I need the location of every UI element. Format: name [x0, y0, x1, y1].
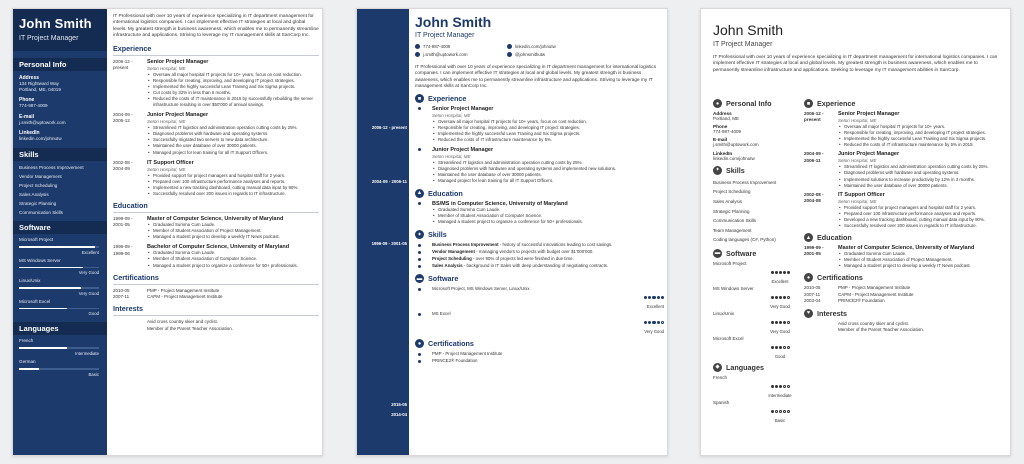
language-item: Spanish Basic [713, 400, 795, 423]
rating-dot [775, 271, 778, 274]
bullet: • Graduated Summa Cum Laude. [432, 207, 664, 213]
rating-dots [770, 261, 790, 279]
bullet: • Successfully resolved over 200 issues in regards to IT infrastructure. [147, 191, 319, 197]
bullet-list [147, 222, 319, 240]
experience-entry: 2002-08 - 2004-08 IT Support Officer Seton Hospital, ME • Provided support for project managers and hospital staff for 2 years. • Prepared over 100 infrastructure performance analyses and reports. • Developed a new tracking dashboard, cutting manual data input by 90%. • Successfully resolved over 200 issues in regards to IT infrastructure. [804, 192, 1004, 229]
sidebar [13, 9, 107, 456]
twitter-icon [507, 52, 512, 57]
contact-item: 774-987-4009 [415, 44, 507, 49]
bullet: • Member of Student Association of Project Management. [147, 228, 319, 234]
cert-year: 2015-05 [391, 402, 407, 407]
entry-dates: 2004-09 - 2006-11 [371, 179, 407, 184]
header-block [13, 9, 107, 51]
main-content [415, 14, 664, 365]
rating-dot [787, 410, 790, 413]
rating-dot [787, 321, 790, 324]
resume-template-1[interactable] [12, 8, 323, 456]
left-column [713, 95, 795, 425]
phone-value: 774-987-4009 [713, 129, 742, 135]
level-bar [19, 267, 99, 269]
skill-item: Project Scheduling [713, 189, 751, 195]
bullet: • Oversaw all major hospital IT projects for 10+ years. [838, 124, 1004, 130]
education-entry: 1999-09 - 2001-05 Master of Computer Science, University of Maryland • Graduated Summa Cum Laude. • Member of Student Association of Project Management. • Managed a student project to develop a weekly IT News podcast. [804, 245, 1004, 269]
bullet: • Maintained the user database of over 30000 patients. [147, 143, 319, 149]
software-item [13, 258, 107, 276]
bullet: • Implemented the highly successful Lean Training and Six Sigma projects. [838, 136, 1004, 142]
language-name: French [19, 338, 34, 344]
rating-dot [648, 321, 651, 324]
skill-item: Sales Analysis - background in IT Sales with deep understanding of negotiating contracts. [415, 263, 664, 270]
rating-dot [779, 321, 782, 324]
rating-dot [771, 346, 774, 349]
bullet: • Diagnosed problems with hardware and operating systems. [838, 170, 1004, 176]
bullet: • Maintained the user database of over 30000 patients. [838, 183, 1004, 189]
experience-entry: 2004-09 - 2006-11 Junior Project Manager Seton Hospital, ME • Streamlined IT logistics and administration operation cutting costs by 25%. • Diagnosed problems with hardware and operating systems. • Implemented solutions to increase productivity by 12% in 3 months. • Maintained the user database of over 30000 patients. [804, 151, 1004, 188]
entry-dates: 2006-12 - present [113, 58, 133, 70]
timeline-sidebar [357, 9, 409, 456]
email-label: E-mail [19, 113, 35, 120]
rating-dot [775, 296, 778, 299]
bullet: • Prepared over 100 infrastructure performance analyses and reports. [838, 211, 1004, 217]
certification-item: PMP - Project Management Institute [415, 351, 664, 358]
interest-item: Avid cross country skier and cyclist. [147, 319, 218, 325]
software-level: Very Good [78, 270, 99, 276]
phone-label: Phone [19, 97, 35, 104]
resume-template-2[interactable] [356, 8, 668, 456]
software-heading: Software [13, 221, 107, 234]
section-header: ▲ Education [805, 233, 852, 243]
section-header: ▬ Software [714, 248, 757, 258]
software-name: Linux/Unix [19, 278, 41, 284]
experience-entry [113, 112, 319, 155]
puzzle-icon: ✦ [713, 166, 722, 175]
language-level: Basic [88, 371, 99, 377]
job-title: Junior Project Manager [432, 146, 494, 153]
resume-name: John Smith [19, 16, 92, 31]
interests-heading: Interests [113, 304, 319, 316]
software-name: MS Windows Server [19, 257, 61, 263]
rating-dot [783, 271, 786, 274]
bullet: • Provided support for project managers and hospital staff for 2 years. [838, 205, 1004, 211]
job-title: IT Support Officer [147, 159, 194, 166]
bullet: • Oversaw all major hospital IT projects for 10+ years, focus on cost reduction. [147, 72, 319, 78]
linkedin-value: linkedin.com/johnutw [713, 155, 755, 161]
rating-dot [779, 346, 782, 349]
rating-dot [644, 321, 647, 324]
rating-dot [652, 321, 655, 324]
job-title: Senior Project Manager [147, 58, 209, 65]
bullet: • Implemented a new tracking dashboard, cutting manual data input by 90%. [147, 185, 319, 191]
rating-dot [779, 410, 782, 413]
language-item: French Intermediate [713, 374, 792, 398]
summary-text: IT Professional with over 10 years of experience specializing in IT department management for international logistics companies. I can implement effective IT strategies at local and global levels. My greatest strength is business awareness, which enables me to permanently streamline infrastructure and applications. Striving to leverage my IT management skills at SanCorp Inc. [113, 14, 319, 39]
bullet: • Member of Student Association of Project Management. [838, 257, 1004, 263]
section-header: ● Certifications [804, 273, 1004, 282]
resume-title: IT Project Manager [415, 32, 475, 39]
resume-name: John Smith [415, 14, 492, 30]
bullet: • Managed a student project to develop a weekly IT News podcast. [147, 234, 319, 240]
interest-item: Member of the Parent Teacher Association. [838, 327, 924, 333]
rating-dots [770, 311, 790, 329]
bullet: • Diagnosed problems with hardware and operating systems and implemented new solutions. [432, 166, 664, 172]
main-content [113, 14, 319, 333]
bullet: • Reduced the costs of IT infrastructure maintenance by 5% in 2015. [838, 142, 1004, 148]
bullet: • Responsible for creating, improving, and developing IT project strategies. [432, 125, 664, 131]
experience-entry: 2006-12 - present Senior Project Manager Seton Hospital, ME • Oversaw all major hospital IT projects for 10+ years. • Responsible for creating, improving, and developing IT project strategies. • Implemented the highly successful Lean Training and Six Sigma projects. • Reduced the costs of IT infrastructure maintenance by 5% in 2015. [804, 111, 1004, 148]
contact-item: @johnsmithutw [507, 52, 599, 57]
company: Seton Hospital, ME [432, 153, 471, 159]
section-header: ✦ Skills [415, 230, 664, 239]
phone-value: 774-987-4009 [19, 103, 48, 109]
phone-label: Phone [713, 124, 728, 130]
level-bar [19, 347, 99, 349]
bullet: • Implemented the highly successful Lean Training and Six Sigma projects. [147, 84, 319, 90]
entry-dates: 1999-09 - 2001-05 [113, 216, 133, 228]
level-bar-fill [19, 308, 67, 310]
section-header: ✦ Skills [713, 166, 795, 175]
skill-item: Team Management [713, 227, 752, 233]
resume-title: IT Project Manager [713, 41, 773, 48]
certification-item: 2007-11 CAPM - Project Management Institute [113, 294, 223, 299]
company: Seton Hospital, ME [432, 113, 471, 119]
bullet: • Member of Student Association of Computer Science. [147, 256, 319, 262]
software-level: Very Good [78, 290, 99, 296]
address-label: Address [713, 111, 732, 116]
software-name: Microsoft Project, MS Windows Server, Linux/Unix [432, 286, 530, 292]
rating-dot [661, 296, 664, 299]
level-bar-fill [19, 246, 95, 248]
briefcase-icon: ■ [804, 99, 813, 108]
monitor-icon: ▬ [714, 250, 721, 257]
skill-item: Strategic Planning [713, 208, 750, 214]
section-header: ● Certifications [415, 339, 664, 348]
monitor-icon: ▬ [416, 275, 423, 282]
level-bar [19, 287, 99, 289]
bullet: • Implemented solutions to increase productivity by 12% in 3 months. [838, 177, 1004, 183]
software-item [13, 278, 107, 296]
bullet: • Managed a student project to develop a weekly IT News podcast. [838, 263, 1004, 269]
section-header: ■ Experience [415, 94, 664, 103]
rating-dots [770, 400, 790, 418]
rating-dot [787, 271, 790, 274]
bullet-list [147, 125, 319, 155]
bullet: • Streamlined IT logistics and administration operation cutting costs by 25%. [147, 125, 319, 131]
experience-entry [415, 106, 664, 143]
section-header: ■ Experience [804, 99, 1004, 108]
bullet: • Responsible for creating, improving, and developing IT project strategies. [147, 78, 319, 84]
education-entry [113, 244, 319, 268]
level-bar-fill [19, 287, 81, 289]
rating-dot [783, 321, 786, 324]
rating-dot [771, 271, 774, 274]
rating-dot [775, 346, 778, 349]
entry-dates: 1996-09 - 2001-05 [371, 241, 407, 246]
language-name: German [19, 358, 36, 364]
bullet: • Responsible for creating, improving, and developing IT project strategies. [838, 130, 1004, 136]
experience-entry [113, 59, 319, 109]
contact-row [415, 44, 605, 60]
cert-year: 2014-04 [391, 412, 407, 417]
level-bar-fill [19, 368, 39, 370]
rating-dot [771, 321, 774, 324]
rating-dot [787, 385, 790, 388]
email-value: j.smith@uptowork.com [713, 142, 759, 148]
rating-dot [787, 346, 790, 349]
software-name: Microsoft Project [19, 237, 54, 243]
bullet: • Developed a new tracking dashboard, cutting manual data input by 90%. [838, 217, 1004, 223]
resume-template-3[interactable] [700, 8, 1011, 456]
address-value: Portland, ME [713, 116, 740, 121]
section-header: ♥ Interests [804, 309, 1004, 318]
bullet: • Managed project for lean training for all IT Support Officers. [432, 178, 664, 184]
rating-dot [775, 410, 778, 413]
software-level: Excellent [647, 304, 664, 310]
software-item [13, 237, 107, 255]
bullet: • Streamlined IT logistics and administration operation cutting costs by 25%. [432, 160, 664, 166]
software-level: Good [88, 311, 99, 317]
education-entry [113, 216, 319, 240]
company: Seton Hospital, ME [147, 119, 186, 125]
software-item: Microsoft Project Excellent [713, 260, 789, 284]
bullet: • Maintained the user database of over 30000 patients. [432, 172, 664, 178]
rating-dot [775, 321, 778, 324]
rating-dot [652, 296, 655, 299]
rating-dot [657, 321, 660, 324]
rating-dot [783, 346, 786, 349]
rating-dot [771, 410, 774, 413]
phone-icon [415, 44, 420, 49]
person-icon: ● [713, 99, 722, 108]
rating-dot [771, 385, 774, 388]
speech-bubble-icon: ◆ [713, 363, 722, 372]
email-icon [415, 52, 420, 57]
linkedin-label: LinkedIn [713, 150, 733, 156]
job-title: Junior Project Manager [147, 112, 209, 119]
rating-dots [643, 311, 664, 329]
bullet: • Reduced the costs of IT infrastructure maintenance by 5%. [432, 137, 664, 143]
summary-text: IT Professional with over 10 years of experience specializing in IT department management for international logistics companies. I can implement effective IT strategies at local and global levels. My greatest strength is business awareness, which enables me to permanently streamline infrastructure and applications. Striving to leverage my IT management skills at SanCorp Inc. [415, 64, 657, 88]
rating-dots [770, 375, 790, 393]
section-header: ● Personal Info [713, 99, 795, 108]
right-column [804, 95, 1004, 334]
software-item: Microsoft Excel Good [713, 336, 795, 359]
bullet: • Graduated Summa Cum Laude. [147, 222, 319, 228]
skill-item: Communication Skills [19, 210, 63, 216]
puzzle-icon: ✦ [415, 230, 424, 239]
rating-dots [643, 286, 664, 304]
level-bar [19, 246, 99, 248]
company: Seton Hospital, ME [147, 166, 186, 172]
bullet: • Provided support for project managers and hospital staff for 2 years. [147, 173, 319, 179]
languages-heading: Languages [13, 322, 107, 335]
section-header: ▬ Software [416, 274, 459, 284]
entry-dates: 2004-09 - 2006-12 [113, 112, 133, 124]
certification-item: PRINCE2® Foundation [415, 358, 664, 365]
rating-dot [787, 296, 790, 299]
email-label: E-mail [713, 137, 728, 143]
skill-item: Business Process Improvement [713, 179, 777, 185]
entry-dates: 2002-08 - 2004-09 [113, 159, 133, 171]
rating-dot [783, 296, 786, 299]
company: Seton Hospital, ME [147, 65, 186, 71]
linkedin-icon [507, 44, 512, 49]
rating-dots [770, 336, 790, 354]
level-bar [19, 368, 99, 370]
rating-dot [775, 385, 778, 388]
resume-title: IT Project Manager [19, 35, 79, 42]
experience-entry [415, 147, 664, 184]
resume-name: John Smith [713, 22, 784, 38]
skill-item: Communication Skills [713, 218, 757, 224]
software-name: Microsoft Excel [19, 298, 51, 304]
email-value: j.smith@uptowork.com [19, 119, 66, 125]
rating-dot [779, 296, 782, 299]
experience-heading: Experience [113, 44, 319, 56]
skill-item: Project Scheduling [19, 183, 58, 189]
certification-item: 2007-11 CAPM - Project Management Institute [804, 291, 914, 297]
language-item [13, 359, 107, 377]
level-bar [19, 308, 99, 310]
certifications-heading: Certifications [113, 273, 319, 285]
certification-item: 2010-05 PMP - Project Management Institute [113, 287, 220, 293]
skill-item: Vendor Management - managing vendors to projects with budget over $1'000'000. [415, 249, 664, 256]
level-bar-fill [19, 347, 67, 349]
contact-item: j.smith@uptowork.com [415, 52, 507, 57]
briefcase-icon: ■ [415, 94, 424, 103]
skill-item: Strategic Planning [19, 201, 57, 207]
bullet: • Member of Student Association of Computer Science. [432, 213, 664, 219]
education-heading: Education [113, 201, 319, 213]
skill-item: Project Scheduling - over 90% of projects led were finished in due time. [415, 256, 664, 263]
certificate-icon: ● [804, 273, 813, 282]
linkedin-label: LinkedIn [19, 129, 40, 136]
address-line1: 134 Rightward Way [19, 81, 59, 86]
level-bar-fill [19, 267, 83, 269]
bullet: • Streamlined IT logistics and administration operation cutting costs by 25%. [838, 164, 1004, 170]
education-entry [415, 201, 664, 225]
software-level: Excellent [81, 249, 99, 255]
skill-item: Sales Analysis [19, 192, 49, 198]
contact-item: linkedin.com/johnutw [507, 44, 599, 49]
entry-dates: 2006-12 - present [371, 125, 407, 130]
skill-item: Vendor Management [19, 174, 62, 180]
certificate-icon: ● [415, 339, 424, 348]
rating-dot [783, 385, 786, 388]
degree-title: Master of Computer Science, University of Maryland [147, 216, 284, 223]
language-level: Intermediate [75, 350, 99, 356]
job-title: Senior Project Manager [432, 106, 494, 113]
interest-item: Member of the Parent Teacher Association. [147, 326, 233, 332]
bullet: • Managed a student project to organize a conference for 50+ professionals. [147, 263, 319, 269]
software-item [415, 286, 664, 309]
section-header: ▲ Education [416, 188, 463, 198]
rating-dot [648, 296, 651, 299]
bullet: • Successfully migrated two servers to new data architecture. [147, 137, 319, 143]
rating-dot [783, 410, 786, 413]
software-item [13, 299, 107, 317]
degree-title: Bachelor of Computer Science, University of Maryland [147, 244, 290, 251]
degree-title: BS/MS in Computer Science, University of Maryland [432, 200, 568, 207]
bullet-list [147, 173, 319, 197]
address-line2: Portland, ME, 04019 [19, 87, 61, 93]
language-item [13, 338, 107, 356]
bullet: • Graduated Summa Cum Laude. [838, 251, 1004, 257]
section-header: ◆ Languages [713, 363, 795, 372]
bullet: • Cut costs by 32% in less than 6 months. [147, 90, 319, 96]
rating-dot [657, 296, 660, 299]
rating-dot [661, 321, 664, 324]
bullet: • Successfully resolved over 200 issues in regards to IT infrastructure. [838, 223, 1004, 229]
rating-dot [779, 271, 782, 274]
bullet: • Prepared over 100 infrastructure performance analyses and reports. [147, 179, 319, 185]
certification-item: 2010-05 PMP - Project Management Institute [804, 285, 911, 291]
bullet: • Implemented the highly successful Lean Training and Six Sigma projects. [432, 131, 664, 137]
rating-dot [644, 296, 647, 299]
bullet: • Oversaw all major hospital IT projects for 10+ years, focus on cost reduction. [432, 119, 664, 125]
bullet: • Diagnosed problems with hardware and operating systems. [147, 131, 319, 137]
certification-item: 2003-04 PRINCE2® Foundation [804, 298, 885, 304]
heart-icon: ♥ [804, 309, 813, 318]
skill-item: Sales Analysis [713, 199, 743, 204]
interest-item: Avid cross country skier and cyclist. [838, 320, 909, 326]
software-item: Linux/Unix Very Good [713, 310, 790, 334]
skill-item: Business Process Improvement [19, 165, 84, 171]
skills-heading: Skills [13, 148, 107, 161]
personal-info-heading: Personal Info [13, 58, 107, 71]
bullet: • Graduated Summa Cum Laude. [147, 250, 319, 256]
rating-dot [771, 296, 774, 299]
address-label: Address [19, 75, 40, 81]
software-item: MS Windows Server Very Good [713, 285, 790, 309]
rating-dots [770, 286, 790, 304]
software-level: Very Good [644, 329, 664, 335]
bullet: • Reduced the costs of IT maintenance in 2015 by successfully rebuilding the server infrastructure resulting in over $50'000 of annual savings. [147, 96, 319, 108]
linkedin-value: linkedin.com/johnutw [19, 135, 62, 141]
bullet: • Managed project for lean training for all IT Support Officers. [147, 150, 319, 156]
bullet: • Managed a student project to organize a conference for 50+ professionals. [432, 219, 664, 225]
skill-item: Coding languages (C#, Python) [713, 237, 776, 243]
skill-item: Business Process Improvement - history of successful innovations leading to cost savings. [415, 242, 664, 249]
summary-text: IT Professional with over 10 years of experience specializing in IT department management for international logistics companies. I can implement effective IT strategies at local and global levels. My greatest strength is business awareness, which enables me to permanently streamline infrastructure and applications. Seeking to leverage my IT management abilities in SanCorp. [713, 55, 998, 73]
graduation-cap-icon: ▲ [805, 234, 812, 241]
entry-dates: 1996-09 - 1999-06 [113, 244, 133, 256]
rating-dot [779, 385, 782, 388]
experience-entry [113, 160, 319, 197]
software-item [415, 311, 664, 334]
graduation-cap-icon: ▲ [416, 190, 423, 197]
bullet-list [147, 250, 319, 268]
bullet-list [147, 72, 319, 109]
software-name: MS Excel [432, 311, 451, 317]
